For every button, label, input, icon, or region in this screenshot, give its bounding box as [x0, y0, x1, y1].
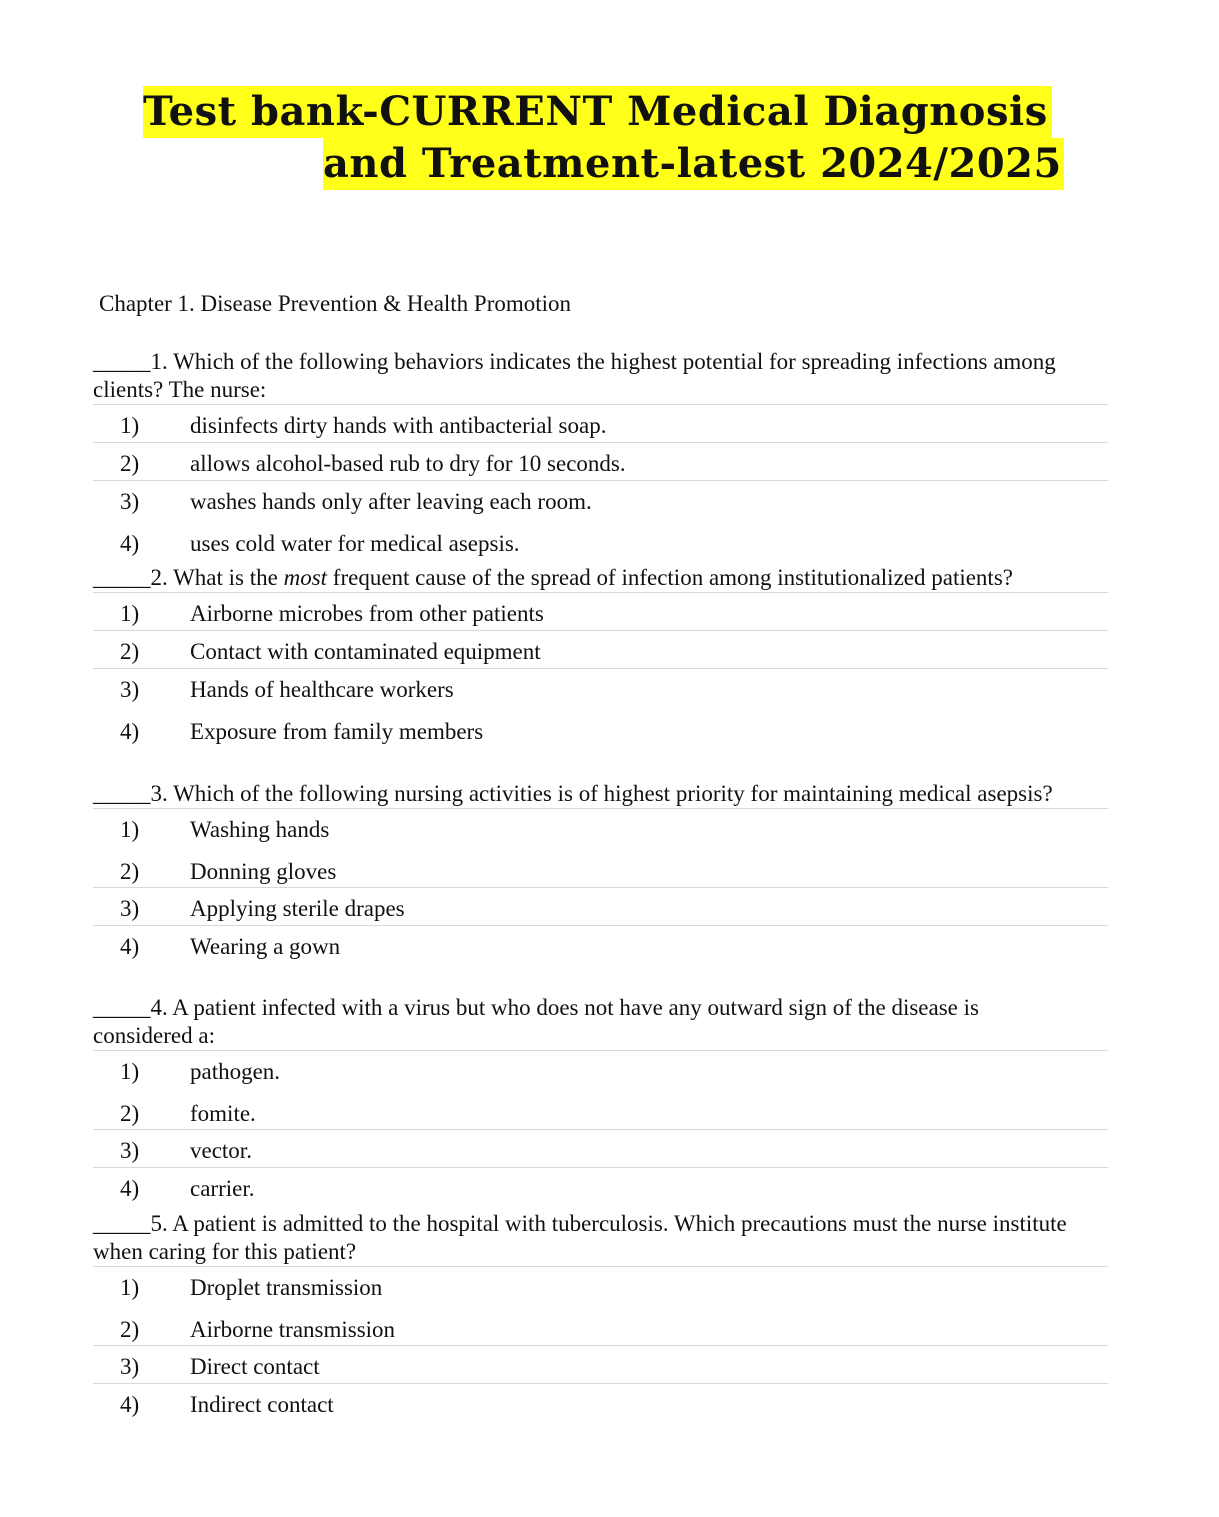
question-stem	[93, 348, 1083, 404]
option-number: 3)	[120, 489, 140, 514]
option-text: vector.	[190, 1138, 252, 1163]
option-4	[93, 1167, 1108, 1205]
option-text: washes hands only after leaving each room.	[190, 489, 592, 514]
option-1	[93, 592, 1108, 630]
option-text: fomite.	[190, 1101, 256, 1126]
option-4	[93, 925, 1108, 963]
option-2	[93, 1088, 1108, 1129]
option-4	[93, 518, 1108, 559]
option-number: 1)	[120, 817, 140, 842]
option-number: 2)	[120, 1317, 140, 1342]
option-text: Direct contact	[190, 1354, 320, 1379]
option-text: Wearing a gown	[190, 934, 341, 959]
option-3	[93, 1345, 1108, 1383]
question-2	[93, 564, 1108, 747]
question-3	[93, 780, 1108, 963]
question-text: What is the	[173, 565, 284, 590]
option-3	[93, 480, 1108, 518]
option-number: 3)	[120, 1138, 140, 1163]
option-text: uses cold water for medical asepsis.	[190, 531, 520, 556]
option-1	[93, 1266, 1108, 1304]
question-stem	[93, 564, 1083, 592]
question-text: A patient infected with a virus but who does not have any outward sign of the disease is considered a:	[93, 995, 979, 1048]
option-text: Exposure from family members	[190, 719, 484, 744]
option-number: 3)	[120, 677, 140, 702]
option-4	[93, 1383, 1108, 1421]
option-2	[93, 1304, 1108, 1345]
question-text: Which of the following behaviors indicates the highest potential for spreading infections among clients? The nurse:	[93, 349, 1056, 402]
question-1	[93, 348, 1108, 559]
option-text: Hands of healthcare workers	[190, 677, 454, 702]
option-number: 4)	[120, 1176, 140, 1201]
answer-blank: _____5.	[93, 1211, 173, 1236]
answer-blank: _____2.	[93, 565, 174, 590]
answer-blank: _____4.	[93, 995, 173, 1020]
option-text: Contact with contaminated equipment	[190, 639, 541, 664]
option-text: Airborne microbes from other patients	[190, 601, 544, 626]
option-number: 4)	[120, 934, 140, 959]
question-stem	[93, 994, 1083, 1050]
option-text: disinfects dirty hands with antibacterial soap.	[190, 413, 607, 438]
option-text: Airborne transmission	[190, 1317, 396, 1342]
option-3	[93, 1129, 1108, 1167]
option-text: allows alcohol-based rub to dry for 10 seconds.	[190, 451, 626, 476]
option-number: 2)	[120, 859, 140, 884]
option-3	[93, 887, 1108, 925]
document-title-line-2: and Treatment-latest 2024/2025	[323, 138, 1064, 190]
option-3	[93, 668, 1108, 706]
option-text: pathogen.	[190, 1059, 281, 1084]
option-number: 1)	[120, 601, 140, 626]
option-1	[93, 404, 1108, 442]
question-stem	[93, 780, 1083, 808]
option-text: Droplet transmission	[190, 1275, 383, 1300]
option-2	[93, 630, 1108, 668]
answer-blank: _____3.	[93, 781, 174, 806]
question-stem	[93, 1210, 1083, 1266]
question-text: A patient is admitted to the hospital with tuberculosis. Which precautions must the nurse institute when caring for this patient?	[93, 1211, 1067, 1264]
option-number: 3)	[120, 896, 140, 921]
option-number: 1)	[120, 1275, 140, 1300]
option-number: 1)	[120, 1059, 140, 1084]
answer-blank: _____1.	[93, 349, 174, 374]
option-1	[93, 1050, 1108, 1088]
option-2	[93, 442, 1108, 480]
option-text: Indirect contact	[190, 1392, 334, 1417]
option-number: 4)	[120, 1392, 140, 1417]
option-text: carrier.	[190, 1176, 255, 1201]
option-number: 2)	[120, 451, 140, 476]
option-4	[93, 706, 1108, 747]
question-5	[93, 1210, 1108, 1421]
option-text: Washing hands	[190, 817, 330, 842]
option-2	[93, 846, 1108, 887]
option-text: Applying sterile drapes	[190, 896, 405, 921]
question-text-continued: frequent cause of the spread of infection among institutionalized patients?	[327, 565, 1013, 590]
option-text: Donning gloves	[190, 859, 337, 884]
question-emphasis: most	[283, 565, 328, 590]
option-number: 4)	[120, 719, 140, 744]
option-number: 4)	[120, 531, 140, 556]
option-number: 1)	[120, 413, 140, 438]
option-1	[93, 808, 1108, 846]
option-number: 2)	[120, 1101, 140, 1126]
option-number: 3)	[120, 1354, 140, 1379]
option-number: 2)	[120, 639, 140, 664]
chapter-heading: Chapter 1. Disease Prevention & Health Promotion	[99, 291, 572, 316]
document-title-line-1: Test bank-CURRENT Medical Diagnosis	[143, 86, 1052, 138]
question-4	[93, 994, 1108, 1205]
question-text: Which of the following nursing activities is of highest priority for maintaining medical asepsis?	[173, 781, 1053, 806]
